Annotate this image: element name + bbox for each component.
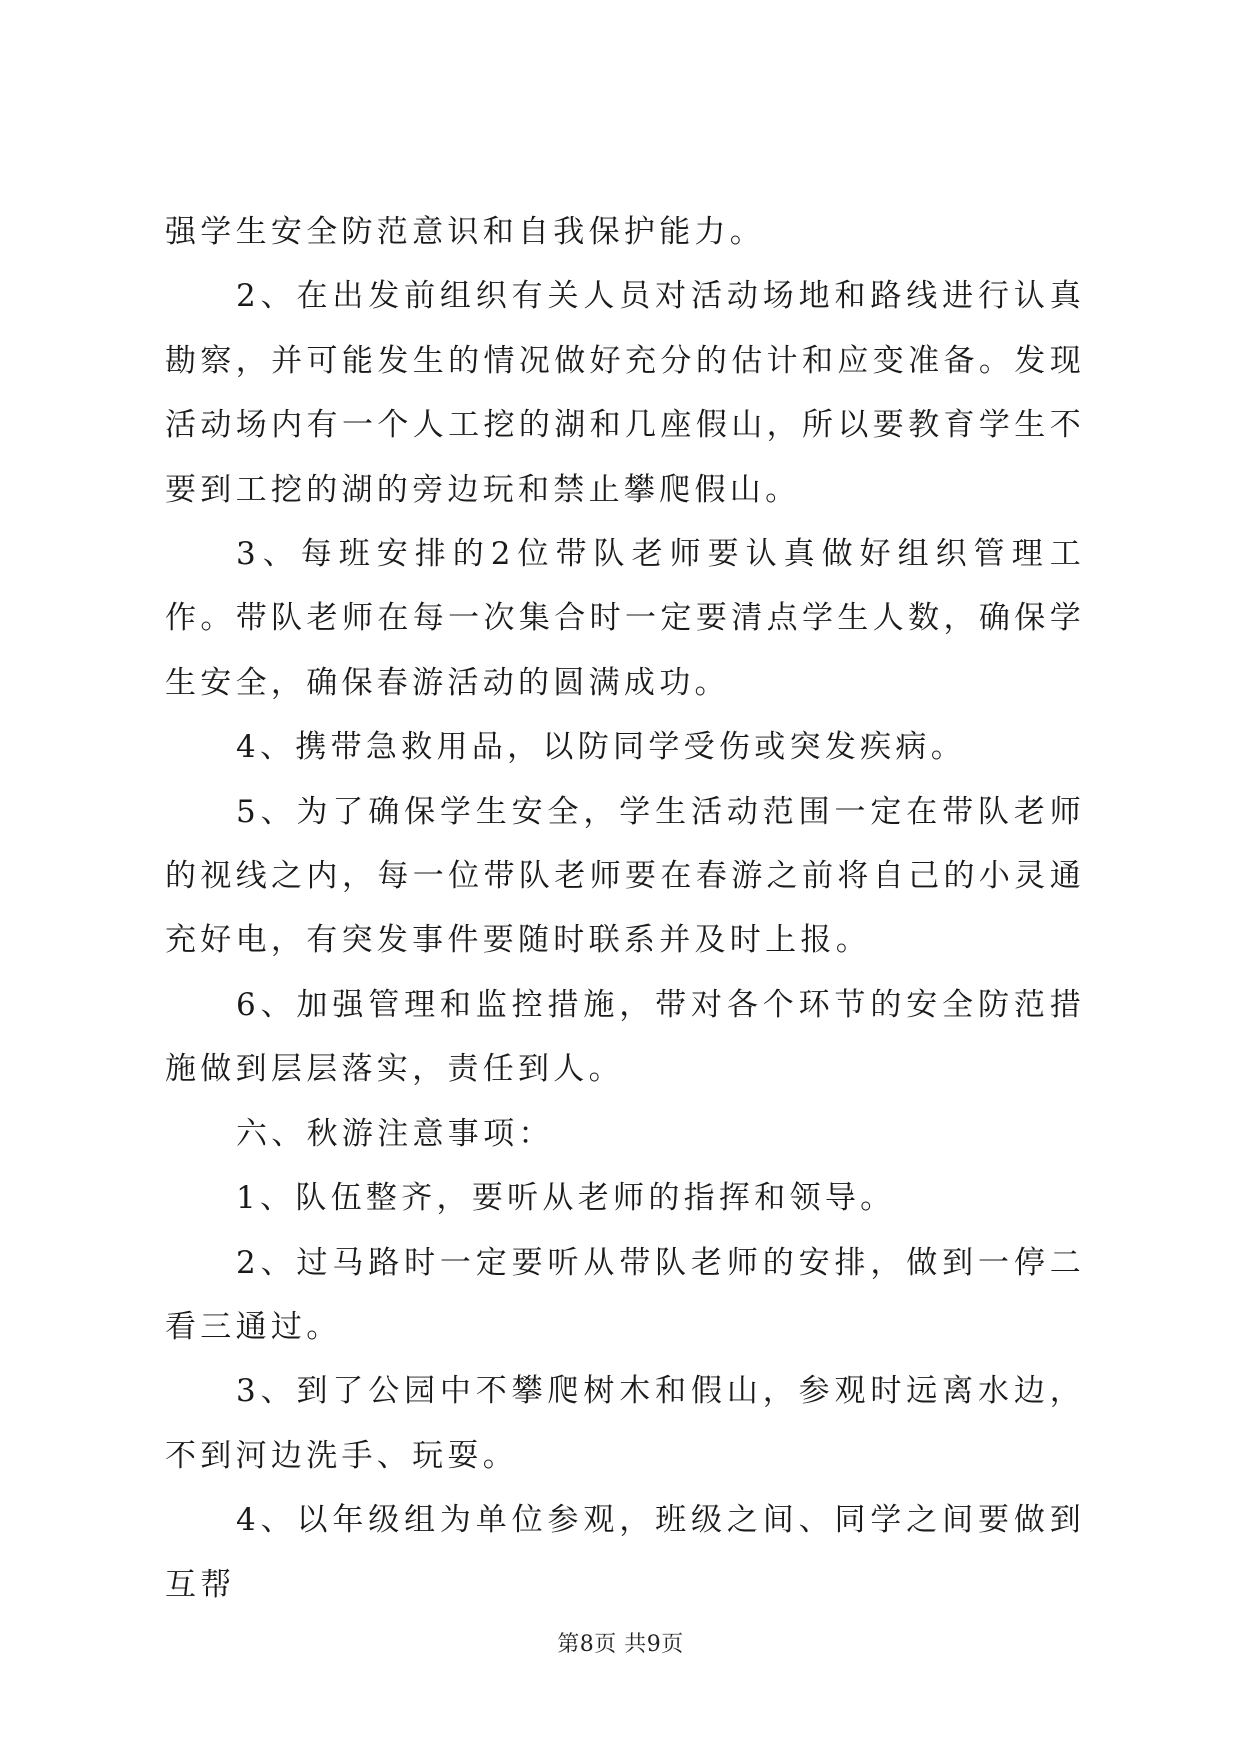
paragraph-7: 1、队伍整齐，要听从老师的指挥和领导。 — [236, 1180, 896, 1217]
paragraph-9: 3、到了公园中不攀爬树木和假山，参观时远离水边，不到河边洗手、玩耍。 — [165, 1373, 1085, 1474]
paragraph-8: 2、过马路时一定要听从带队老师的安排，做到一停二看三通过。 — [165, 1244, 1085, 1345]
paragraph-3: 3、每班安排的2位带队老师要认真做好组织管理工作。带队老师在每一次集合时一定要清点学生人数，确保学生安全，确保春游活动的圆满成功。 — [165, 536, 1085, 701]
section-heading: 六、秋游注意事项： — [236, 1115, 554, 1152]
page-number-footer: 第8页 共9页 — [557, 1632, 684, 1657]
paragraph-1: 强学生安全防范意识和自我保护能力。 — [165, 214, 766, 250]
document-body — [165, 200, 1085, 1617]
paragraph-2: 2、在出发前组织有关人员对活动场地和路线进行认真勘察，并可能发生的情况做好充分的估计和应变准备。发现活动场内有一个人工挖的湖和几座假山，所以要教育学生不要到工挖的湖的旁边玩和禁止攀爬假山。 — [165, 278, 1085, 508]
paragraph-6: 6、加强管理和监控措施，带对各个环节的安全防范措施做到层层落实，责任到人。 — [165, 986, 1085, 1088]
paragraph-4: 4、携带急救用品，以防同学受伤或突发疾病。 — [236, 729, 967, 766]
paragraph-5: 5、为了确保学生安全，学生活动范围一定在带队老师的视线之内，每一位带队老师要在春游之前将自己的小灵通充好电，有突发事件要随时联系并及时上报。 — [165, 793, 1085, 959]
paragraph-10: 4、以年级组为单位参观，班级之间、同学之间要做到互帮 — [165, 1502, 1085, 1603]
